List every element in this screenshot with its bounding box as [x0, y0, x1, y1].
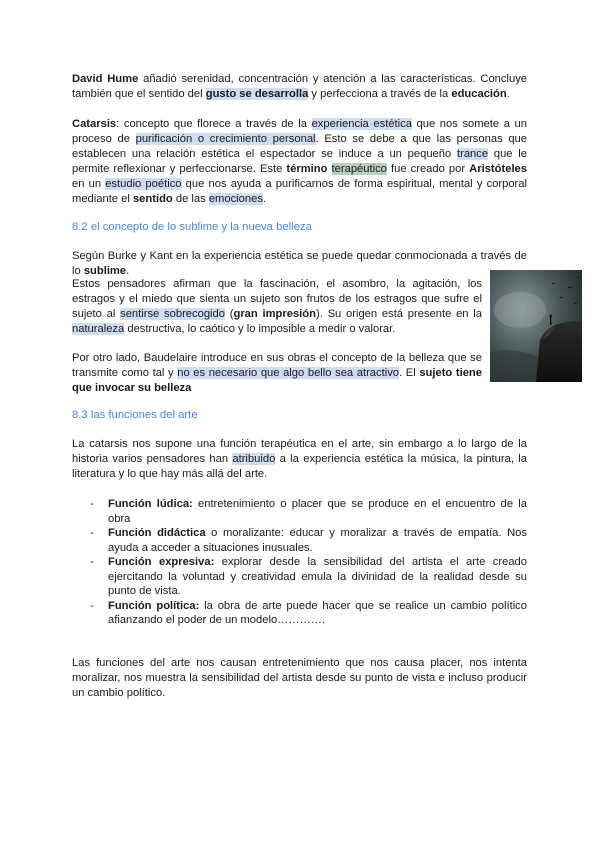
- name-aristoteles: Aristóteles: [469, 163, 527, 175]
- highlight-emociones: emociones: [208, 193, 263, 205]
- term-sublime: sublime: [83, 265, 127, 277]
- text: que nos ayuda a purificarnos de forma espiritual, mental y corporal mediante el: [72, 178, 527, 205]
- list-dash: -: [90, 527, 94, 539]
- text: (: [224, 308, 234, 320]
- list-item-expresiva: [90, 555, 527, 599]
- text: en un: [72, 178, 106, 190]
- list-text: la obra de arte puede hacer que se realice un cambio político afianzando el poder de un modelo………….: [108, 599, 528, 626]
- text: añadió serenidad, concentración y atención a las características. Concluye también que el sentido del: [72, 73, 528, 100]
- highlight-gusto: gusto se desarrolla: [205, 88, 309, 100]
- highlight-atribuido: atribuido: [232, 453, 276, 465]
- highlight-no-es-necesario: no es necesario que algo bello sea atractivo: [177, 367, 400, 379]
- sublime-landscape-image: [490, 270, 582, 382]
- text: y perfecciona a través de la: [308, 88, 452, 100]
- list-term: Función expresiva:: [108, 556, 215, 568]
- section-heading-8-3: 8.3 las funciones del arte: [72, 409, 198, 421]
- paragraph-conclusion: Las funciones del arte nos causan entretenimiento que nos causa placer, nos intenta moralizar, nos muestra la sensibilidad del artista desde su punto de vista e incluso producir un cambio político.: [72, 657, 527, 699]
- paragraph-burke-kant: [72, 249, 527, 279]
- text: que le permite reflexionar y perfeccionarse. Este: [72, 148, 527, 175]
- paragraph-pensadores: [72, 277, 482, 337]
- list-item-ludica: [90, 497, 527, 526]
- text: [327, 163, 331, 175]
- term-catarsis: Catarsis: [72, 118, 117, 130]
- name-david-hume: David Hume: [72, 73, 139, 85]
- text: La catarsis nos supone una función terapéutica en el arte, sin embargo a lo largo de la historia varios pensadores han: [72, 438, 527, 465]
- list-dash: -: [90, 599, 94, 612]
- highlight-terapeutico: terapéutico: [331, 163, 387, 175]
- highlight-estudio: estudio poético: [105, 178, 182, 190]
- term-termino: término: [286, 163, 328, 175]
- list-text: o moralizante: educar y moralizar a través de empatía. Nos ayuda a acceder a situaciones inusuales.: [108, 527, 527, 554]
- text: Por otro lado, Baudelaire introduce en sus obras el concepto de la belleza que se transmite como tal y: [72, 352, 482, 379]
- section-heading-8-2: 8.2 el concepto de lo sublime y la nueva belleza: [72, 221, 312, 233]
- text: . El: [399, 367, 420, 379]
- highlight-trance: trance: [457, 148, 489, 160]
- text: destructiva, lo caótico y lo imposible a medir o valorar.: [124, 323, 396, 335]
- text: .: [506, 88, 510, 100]
- paragraph-catarsis-funcion: [72, 437, 527, 482]
- text: que nos somete a un proceso de: [72, 118, 527, 145]
- text: Según Burke y Kant en la experiencia estética se puede quedar conmocionada a través de lo: [72, 250, 527, 277]
- list-dash: -: [90, 498, 94, 510]
- list-dash: -: [90, 556, 94, 568]
- text: Estos pensadores afirman que la fascinación, el asombro, la agitación, los estragos y el miedo que sienta un sujeto son frutos de los estragos que sufre el sujeto al: [72, 278, 482, 320]
- list-text: explorar desde la sensibilidad del artista el arte creado ejercitando la voluntad y creatividad emula la divinidad de la realidad desde su punto de vista.: [108, 556, 527, 597]
- list-term: Función didáctica: [108, 527, 206, 539]
- list-text: entretenimiento o placer que se produce en el encuentro de la obra: [108, 498, 527, 525]
- cliff-illustration: [490, 270, 582, 382]
- text: fue creado por: [386, 163, 470, 175]
- text: a la experiencia estética la música, la pintura, la literatura y lo que hay más allá del arte.: [72, 453, 527, 480]
- text: .: [262, 193, 267, 205]
- functions-list: [90, 497, 527, 628]
- highlight-experiencia: experiencia estética: [311, 118, 412, 130]
- paragraph-david-hume: [72, 72, 527, 102]
- term-sujeto: sujeto tiene que invocar su belleza: [72, 367, 482, 394]
- term-educacion: educación: [451, 88, 507, 100]
- term-gran-impresion: gran impresión: [233, 308, 316, 320]
- list-item-politica: [90, 599, 527, 628]
- list-item-didactica: [90, 526, 527, 555]
- text: : concepto que florece a través de la: [116, 118, 312, 130]
- list-term: Función lúdica:: [108, 498, 193, 510]
- text: de las: [172, 193, 209, 205]
- paragraph-catarsis: [72, 117, 527, 207]
- text: . Esto se debe a que las personas que establecen una relación estética el espectador se induce a un pequeño: [72, 133, 527, 160]
- paragraph-baudelaire: [72, 351, 482, 396]
- highlight-sobrecogido: sentirse sobrecogido: [120, 308, 225, 320]
- text: .: [126, 265, 130, 277]
- term-sentido: sentido: [132, 193, 173, 205]
- list-term: Función política:: [108, 599, 200, 612]
- text: ). Su origen está presente en la: [315, 308, 482, 320]
- highlight-purificacion: purificación o crecimiento personal: [135, 133, 316, 145]
- highlight-naturaleza: naturaleza: [72, 323, 125, 335]
